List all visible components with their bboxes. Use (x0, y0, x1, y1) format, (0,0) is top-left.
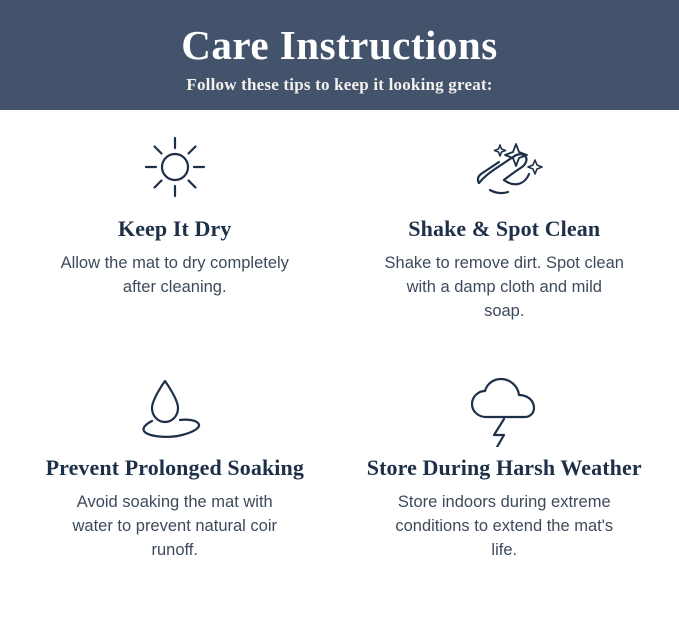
tip-title: Shake & Spot Clean (408, 216, 601, 241)
sun-icon (136, 128, 214, 206)
tip-title: Keep It Dry (117, 216, 232, 241)
tip-card-prevent-prolonged-soaking (10, 373, 340, 618)
storm-cloud-lightning-icon (464, 373, 544, 447)
tip-body: Store indoors during extreme conditions to extend the mat's life. (395, 492, 614, 559)
tip-title: Store During Harsh Weather (366, 455, 642, 480)
page-title: Care Instructions (181, 22, 498, 69)
header-banner (0, 0, 679, 110)
tip-card-store-during-harsh-weather (340, 373, 670, 618)
tip-title: Prevent Prolonged Soaking (45, 455, 304, 480)
tip-card-shake-spot-clean (340, 128, 670, 373)
tip-body: Shake to remove dirt. Spot clean with a damp cloth and mild soap. (384, 253, 624, 320)
tip-card-keep-it-dry (10, 128, 340, 373)
page-subtitle: Follow these tips to keep it looking great: (186, 74, 493, 94)
tips-grid (0, 110, 679, 628)
tip-body: Avoid soaking the mat with water to prevent natural coir runoff. (72, 492, 278, 559)
hand-cleaning-sparkle-icon (459, 128, 549, 206)
tip-body: Allow the mat to dry completely after cleaning. (60, 253, 289, 296)
water-droplet-puddle-icon (132, 373, 218, 447)
